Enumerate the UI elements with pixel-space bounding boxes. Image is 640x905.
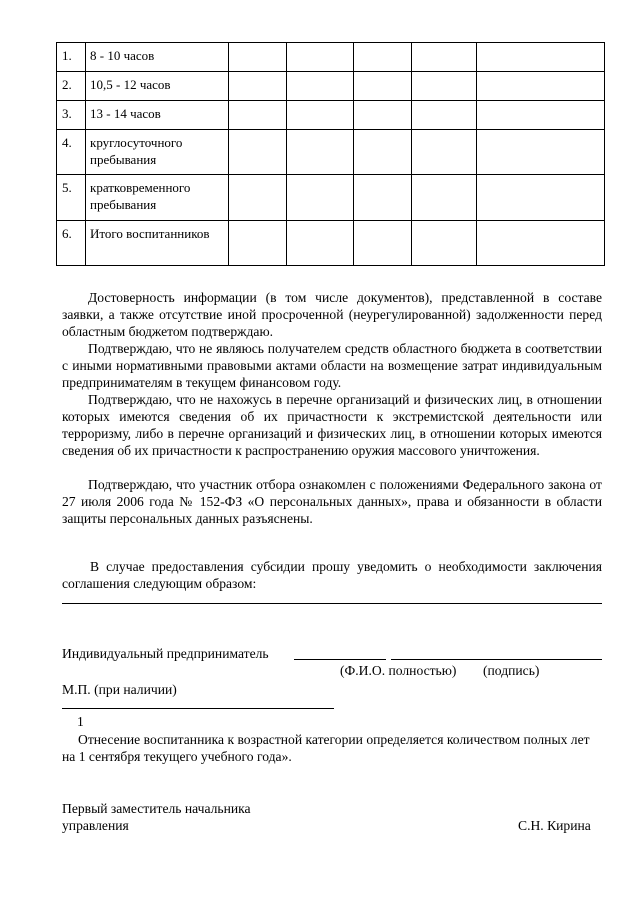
row-number: 5. (57, 175, 86, 221)
table-cell (477, 43, 605, 72)
reliability-confirmation: Достоверность информации (в том числе документов), представленной в составе заявки, а также отсутствие иной просроченной (неурегулированной) задолженности перед областным бюджетом подтверждаю. (62, 290, 602, 339)
table-cell (354, 130, 412, 175)
table-cell (477, 72, 605, 101)
table-cell (354, 43, 412, 72)
table-cell (412, 130, 477, 175)
signature-underline (391, 659, 602, 660)
row-label: кратковременного пребывания (86, 175, 229, 221)
table-row (57, 43, 605, 72)
row-number: 3. (57, 101, 86, 130)
table-cell (354, 72, 412, 101)
table-cell (287, 130, 354, 175)
table-cell (477, 101, 605, 130)
table-cell (229, 130, 287, 175)
row-label: 13 - 14 часов (86, 101, 229, 130)
age-category-table (56, 42, 605, 266)
table-cell (412, 101, 477, 130)
footnote-separator (62, 708, 334, 709)
table-row (57, 175, 605, 221)
personal-data-confirmation: Подтверждаю, что участник отбора ознакомлен с положениями Федерального закона от 27 июля 2006 года № 152-ФЗ «О персональных данных», права и обязанности в области защиты персональных данных разъяснены. (62, 477, 602, 526)
table-cell (477, 221, 605, 266)
table-cell (354, 101, 412, 130)
table-cell (354, 221, 412, 266)
table-cell (477, 175, 605, 221)
row-label: 8 - 10 часов (86, 43, 229, 72)
table-cell (477, 130, 605, 175)
row-label: 10,5 - 12 часов (86, 72, 229, 101)
table-cell (229, 72, 287, 101)
table-cell (229, 175, 287, 221)
table-row (57, 101, 605, 130)
table-cell (412, 175, 477, 221)
notification-request: В случае предоставления субсидии прошу уведомить о необходимости заключения соглашения следующим образом: (62, 559, 602, 591)
table-cell (287, 175, 354, 221)
footnote-text: Отнесение воспитанника к возрастной категории определяется количеством полных лет на 1 сентября текущего учебного года». (62, 732, 590, 764)
row-number: 2. (57, 72, 86, 101)
sanctions-list-confirmation: Подтверждаю, что не нахожусь в перечне организаций и физических лиц, в отношении которых имеются сведения об их причастности к экстремистской деятельности или терроризму, либо в перечне организаций и физических лиц, в отношении которых имеются сведения об их причастности к распространению оружия массового уничтожения. (62, 392, 602, 458)
notification-method-line (62, 603, 602, 604)
fio-caption: (Ф.И.О. полностью) (340, 663, 457, 678)
fio-underline (294, 659, 386, 660)
row-number: 6. (57, 221, 86, 266)
entrepreneur-label: Индивидуальный предприниматель (62, 646, 269, 661)
table-row (57, 72, 605, 101)
footnote-mark: 1 (77, 714, 84, 729)
row-label: Итого воспитанников (86, 221, 229, 266)
stamp-label: М.П. (при наличии) (62, 682, 177, 697)
table-cell (229, 221, 287, 266)
table-cell (229, 43, 287, 72)
table-row (57, 130, 605, 175)
table-cell (229, 101, 287, 130)
table-cell (412, 221, 477, 266)
signatory-position: Первый заместитель начальника управления (62, 801, 251, 833)
signature-caption: (подпись) (483, 663, 540, 678)
non-recipient-confirmation: Подтверждаю, что не являюсь получателем средств областного бюджета в соответствии с иными нормативными правовыми актами области на возмещение затрат индивидуальным предпринимателям в текущем финансовом году. (62, 341, 602, 390)
row-number: 4. (57, 130, 86, 175)
table-cell (412, 72, 477, 101)
table-cell (287, 101, 354, 130)
table-cell (287, 221, 354, 266)
row-number: 1. (57, 43, 86, 72)
table-cell (287, 72, 354, 101)
row-label: круглосуточного пребывания (86, 130, 229, 175)
table-cell (354, 175, 412, 221)
table-row (57, 221, 605, 266)
signatory-name: С.Н. Кирина (518, 818, 591, 833)
table-cell (412, 43, 477, 72)
table-cell (287, 43, 354, 72)
